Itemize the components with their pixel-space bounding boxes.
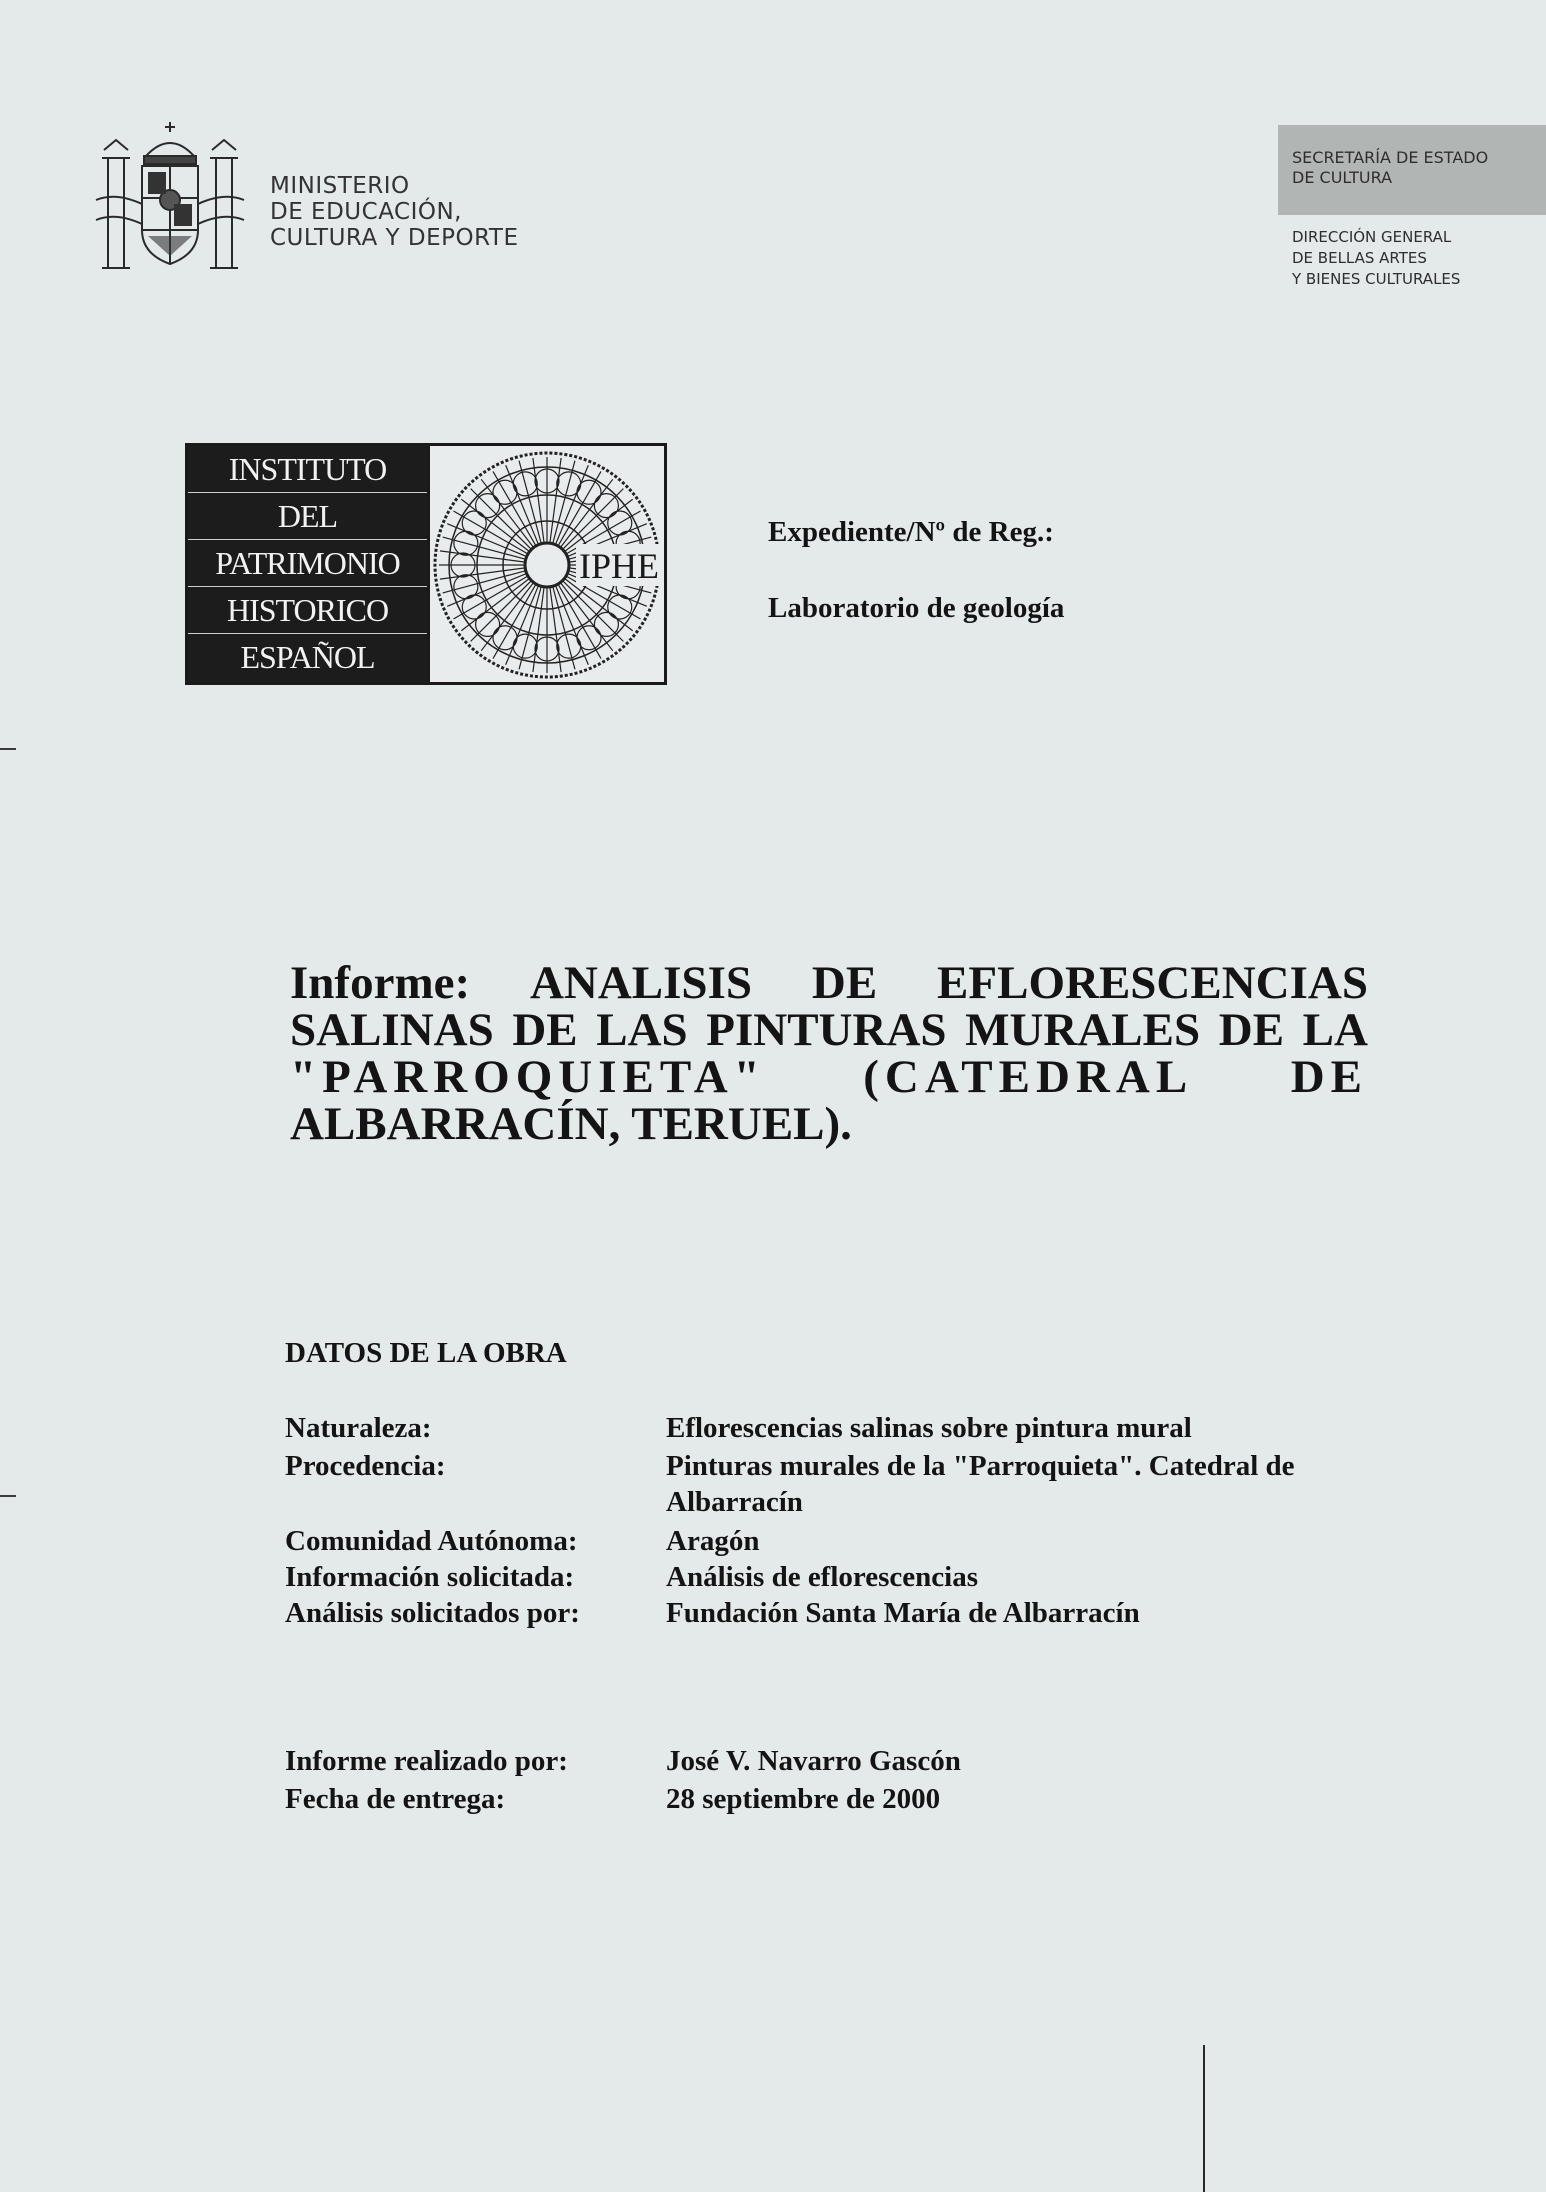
title-word: DE: [1290, 1051, 1368, 1103]
title-word: DE: [512, 1004, 578, 1056]
informacion-label: Información solicitada:: [285, 1561, 575, 1593]
institute-name-line: DEL: [188, 493, 427, 540]
emblem-spoke: [533, 458, 544, 543]
realizado-label: Informe realizado por:: [285, 1745, 568, 1777]
comunidad-value: Aragón: [666, 1525, 760, 1557]
analisis-label: Análisis solicitados por:: [285, 1597, 580, 1629]
institute-name-line: ESPAÑOL: [240, 638, 375, 675]
emblem-spoke: [440, 551, 525, 562]
direccion-line: DIRECCIÓN GENERAL: [1292, 228, 1452, 246]
title-word: ALBARRACÍN, TERUEL).: [290, 1098, 852, 1150]
ministry-line: CULTURA Y DEPORTE: [270, 225, 519, 251]
ministry-line: MINISTERIO: [270, 173, 410, 199]
secretaria-line: SECRETARÍA DE ESTADO: [1292, 148, 1489, 167]
direccion-line: Y BIENES CULTURALES: [1292, 270, 1461, 288]
direccion-line: DE BELLAS ARTES: [1292, 249, 1427, 267]
institute-name-line: HISTORICO: [188, 587, 427, 634]
emblem-spoke: [471, 489, 532, 550]
procedencia-value-1: Pinturas murales de la "Parroquieta". Catedral de: [666, 1450, 1295, 1482]
expediente-label: Expediente/Nº de Reg.:: [768, 516, 1054, 548]
fecha-label: Fecha de entrega:: [285, 1783, 506, 1815]
title-word: (CATEDRAL: [863, 1051, 1194, 1103]
margin-tick: [0, 1495, 16, 1497]
emblem-spoke: [550, 458, 561, 543]
institute-name-block: [188, 446, 430, 682]
emblem-spoke: [533, 587, 544, 672]
realizado-value: José V. Navarro Gascón: [666, 1745, 961, 1777]
emblem-spoke: [440, 568, 525, 579]
title-line: [290, 1098, 1368, 1150]
datos-heading: DATOS DE LA OBRA: [285, 1337, 567, 1369]
secretaria-line: DE CULTURA: [1292, 168, 1393, 187]
informacion-value: Análisis de eflorescencias: [666, 1561, 978, 1593]
institute-name-line: PATRIMONIO: [188, 540, 427, 587]
institute-name-line: INSTITUTO: [188, 446, 427, 493]
iphe-logo: [185, 443, 667, 685]
direccion-text: [1292, 227, 1460, 290]
emblem-spoke: [550, 587, 561, 672]
title-word: MURALES: [965, 1004, 1201, 1056]
emblem-spoke: [563, 489, 624, 550]
title-word: LAS: [596, 1004, 688, 1056]
title-line: [290, 1051, 1368, 1103]
fecha-value: 28 septiembre de 2000: [666, 1783, 941, 1815]
emblem-spoke: [471, 581, 532, 642]
title-word: SALINAS: [290, 1004, 494, 1056]
title-word: "PARROQUIETA": [290, 1051, 766, 1103]
procedencia-label: Procedencia:: [285, 1450, 446, 1482]
report-title: [290, 957, 1368, 1150]
procedencia-value-2: Albarracín: [666, 1486, 803, 1518]
naturaleza-value: Eflorescencias salinas sobre pintura mural: [666, 1412, 1192, 1444]
title-word: Informe:: [290, 957, 471, 1009]
coat-of-arms-icon: [94, 120, 246, 282]
analisis-value: Fundación Santa María de Albarracín: [666, 1597, 1140, 1629]
title-word: EFLORESCENCIAS: [937, 957, 1368, 1009]
ministry-line: DE EDUCACIÓN,: [270, 199, 462, 225]
title-word: LA: [1302, 1004, 1368, 1056]
laboratorio-label: Laboratorio de geología: [768, 592, 1065, 624]
title-word: DE: [1218, 1004, 1285, 1056]
secretaria-text: [1292, 148, 1488, 188]
title-line: [290, 1004, 1368, 1056]
scan-edge-line: [1203, 2045, 1205, 2192]
rose-window-emblem-icon: [430, 448, 664, 682]
title-word: DE: [811, 957, 878, 1009]
title-line: [290, 957, 1368, 1009]
margin-tick: [0, 748, 16, 750]
title-word: ANALISIS: [529, 957, 753, 1009]
naturaleza-label: Naturaleza:: [285, 1412, 432, 1444]
iphe-acronym: IPHE: [579, 546, 659, 586]
comunidad-label: Comunidad Autónoma:: [285, 1525, 578, 1557]
title-word: PINTURAS: [706, 1004, 947, 1056]
ministry-name: [270, 173, 518, 251]
emblem-spoke: [563, 581, 624, 642]
